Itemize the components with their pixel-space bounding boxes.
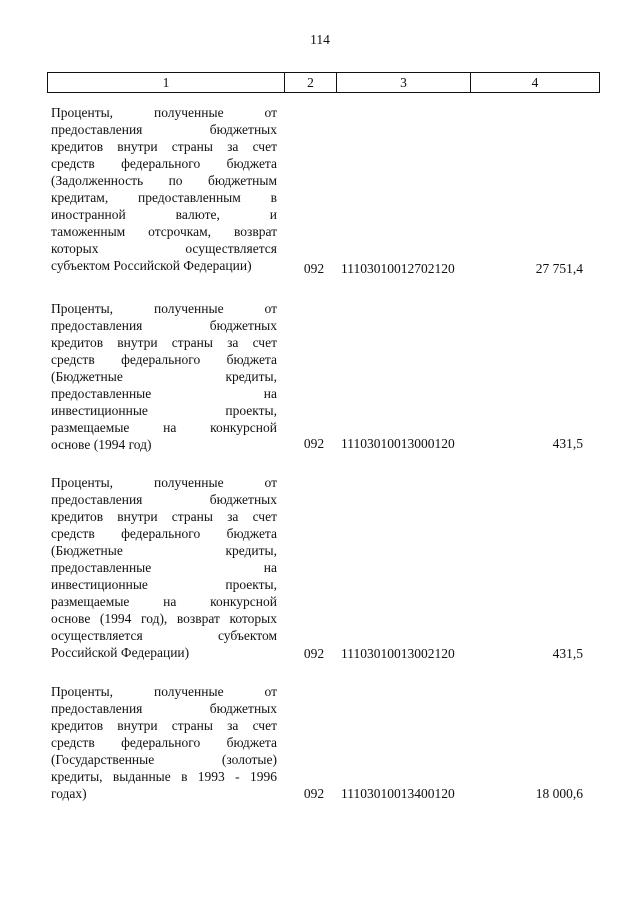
page-number: 114 (310, 32, 330, 47)
kbk-code: 11103010013400120 (341, 786, 455, 801)
description-line: иностранной валюте, и (51, 207, 277, 222)
amount-value: 27 751,4 (535, 261, 583, 276)
description-line: таможенным отсрочкам, возврат (51, 224, 277, 239)
table-header-row (48, 73, 600, 93)
description-line: основе (1994 год), возврат которых (51, 611, 277, 626)
table-header (47, 72, 600, 93)
description-line: размещаемые на конкурсной (51, 594, 277, 609)
description-line: основе (1994 год) (51, 437, 152, 452)
description-line: предоставленные на (51, 386, 277, 401)
description-line: кредитов внутри страны за счет (51, 718, 277, 733)
amount-value: 431,5 (552, 646, 583, 661)
description-line: (Государственные (золотые) (51, 752, 277, 767)
description-line: предоставления бюджетных (51, 701, 277, 716)
description-line: кредиты, выданные в 1993 - 1996 (51, 769, 277, 784)
description-line: Проценты, полученные от (51, 105, 277, 120)
description-line: инвестиционные проекты, (51, 577, 277, 592)
header-col-4: 4 (471, 73, 600, 93)
amount-value: 431,5 (552, 436, 583, 451)
header-col-3: 3 (337, 73, 471, 93)
description-line: размещаемые на конкурсной (51, 420, 277, 435)
admin-code: 092 (303, 436, 325, 451)
description-line: Проценты, полученные от (51, 684, 277, 699)
description-line: предоставления бюджетных (51, 122, 277, 137)
description-line: субъектом Российской Федерации) (51, 258, 252, 273)
description-line: (Бюджетные кредиты, (51, 543, 277, 558)
kbk-code: 11103010013002120 (341, 646, 455, 661)
description-line: (Бюджетные кредиты, (51, 369, 277, 384)
description-line: Проценты, полученные от (51, 301, 277, 316)
description-line: предоставленные на (51, 560, 277, 575)
row-description (51, 300, 277, 453)
description-line: которых осуществляется (51, 241, 277, 256)
description-line: средств федерального бюджета (51, 156, 277, 171)
description-line: кредитов внутри страны за счет (51, 139, 277, 154)
row-description (51, 474, 277, 661)
description-line: инвестиционные проекты, (51, 403, 277, 418)
description-line: Проценты, полученные от (51, 475, 277, 490)
header-col-1: 1 (48, 73, 285, 93)
kbk-code: 11103010012702120 (341, 261, 455, 276)
description-line: средств федерального бюджета (51, 352, 277, 367)
description-line: кредитов внутри страны за счет (51, 509, 277, 524)
admin-code: 092 (303, 261, 325, 276)
amount-value: 18 000,6 (535, 786, 583, 801)
row-description (51, 104, 277, 274)
description-line: кредитов внутри страны за счет (51, 335, 277, 350)
description-line: (Задолженность по бюджетным (51, 173, 277, 188)
description-line: годах) (51, 786, 87, 801)
description-line: средств федерального бюджета (51, 526, 277, 541)
description-line: предоставления бюджетных (51, 492, 277, 507)
description-line: осуществляется субъектом (51, 628, 277, 643)
kbk-code: 11103010013000120 (341, 436, 455, 451)
description-line: предоставления бюджетных (51, 318, 277, 333)
header-col-2: 2 (285, 73, 337, 93)
row-description (51, 683, 277, 802)
description-line: кредитам, предоставленным в (51, 190, 277, 205)
description-line: Российской Федерации) (51, 645, 190, 660)
description-line: средств федерального бюджета (51, 735, 277, 750)
admin-code: 092 (303, 786, 325, 801)
admin-code: 092 (303, 646, 325, 661)
